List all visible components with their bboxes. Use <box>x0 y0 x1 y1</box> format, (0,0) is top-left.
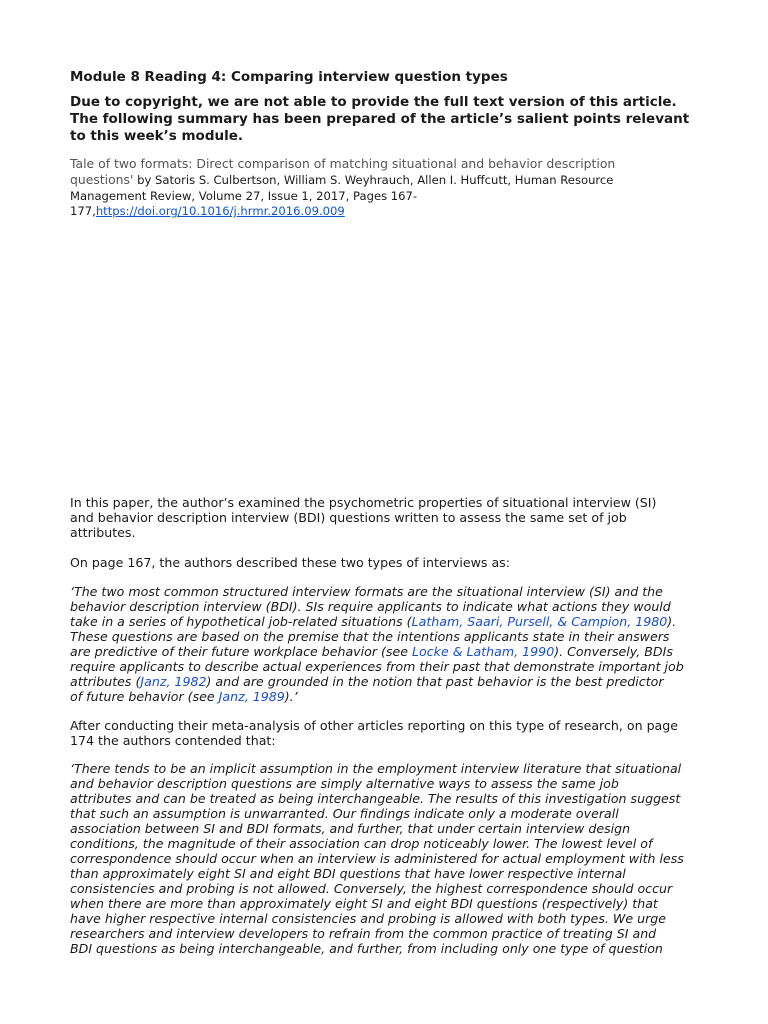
quote-line: and behavior description questions are simply alternative ways to assess the same job <box>70 776 619 791</box>
quote-line: These questions are based on the premise that the intentions applicants state in their answers <box>70 629 670 644</box>
quote-line: association between SI and BDI formats, and further, that under certain interview design <box>70 821 631 836</box>
quote-line: ‘The two most common structured interview formats are the situational interview (SI) and the <box>70 584 663 599</box>
quote-line: conditions, the magnitude of their association can drop noticeably lower. The lowest level of <box>70 836 653 851</box>
quote-line: consistencies and probing is not allowed. Conversely, the highest correspondence should occur <box>70 881 673 896</box>
quote-line: ‘There tends to be an implicit assumption in the employment interview literature that situational <box>70 761 682 776</box>
citation-article-title-end: questions' <box>70 172 134 188</box>
paragraph-line: After conducting their meta-analysis of other articles reporting on this type of research, on page <box>70 718 679 733</box>
ref-latham-1980-link[interactable]: Latham, Saari, Pursell, & Campion, 1980 <box>411 614 668 629</box>
notice-line: The following summary has been prepared of the article’s salient points relevant <box>70 111 690 127</box>
quote-line: researchers and interview developers to refrain from the common practice of treating SI and <box>70 926 657 941</box>
quote-text: ). <box>667 614 677 629</box>
quote-page-174 <box>70 761 706 956</box>
citation-authors: by Satoris S. Culbertson, William S. Weyhrauch, Allen I. Huffcutt, Human Resource <box>133 173 614 188</box>
ref-janz-1982-link[interactable]: Janz, 1982 <box>140 674 207 689</box>
quote-line: behavior description interview (BDI). SIs require applicants to indicate what actions they would <box>70 599 671 614</box>
quote-line: that such an assumption is unwarranted. Our findings indicate only a moderate overall <box>70 806 619 821</box>
citation <box>70 156 706 220</box>
quote-line: when there are more than approximately eight SI and eight BDI questions (respectively) that <box>70 896 658 911</box>
ref-janz-1989-link[interactable]: Janz, 1989 <box>218 689 285 704</box>
quote-text: take in a series of hypothetical job-related situations ( <box>70 614 412 629</box>
quote-text: ). Conversely, BDIs <box>554 644 673 659</box>
paragraph-line: and behavior description interview (BDI) questions written to assess the same set of job <box>70 510 627 525</box>
quote-text: ) and are grounded in the notion that past behavior is the best predictor <box>206 674 664 689</box>
paragraph-line: 174 the authors contended that: <box>70 733 276 748</box>
copyright-notice <box>70 94 706 145</box>
quote-text: of future behavior (see <box>70 689 219 704</box>
notice-line: Due to copyright, we are not able to provide the full text version of this article. <box>70 94 677 110</box>
quote-line: than approximately eight SI and eight BDI questions that have lower respective internal <box>70 866 626 881</box>
quote-line: have higher respective internal consistencies and probing is allowed with both types. We urge <box>70 911 666 926</box>
quote-text: ).’ <box>284 689 298 704</box>
quote-text: are predictive of their future workplace behavior (see <box>70 644 412 659</box>
citation-article-title: Tale of two formats: Direct comparison of matching situational and behavior description <box>70 156 616 171</box>
doi-link[interactable]: https://doi.org/10.1016/j.hrmr.2016.09.009 <box>95 204 345 219</box>
quote-line: require applicants to describe actual experiences from their past that demonstrate important job <box>70 659 684 674</box>
paragraph-line: In this paper, the author’s examined the psychometric properties of situational interview (SI) <box>70 495 657 510</box>
ref-locke-1990-link[interactable]: Locke & Latham, 1990 <box>412 644 555 659</box>
quote-page-167 <box>70 584 706 704</box>
quote-line: attributes and can be treated as being interchangeable. The results of this investigation suggest <box>70 791 681 806</box>
quote-text: attributes ( <box>70 674 141 689</box>
quote-line: BDI questions as being interchangeable, and further, from including only one type of question <box>70 941 663 956</box>
citation-journal: Management Review, Volume 27, Issue 1, 2017, Pages 167- <box>70 188 418 203</box>
page-167-intro: On page 167, the authors described these two types of interviews as: <box>70 555 510 570</box>
paragraph-line: attributes. <box>70 525 136 540</box>
notice-line: to this week’s module. <box>70 128 244 144</box>
citation-pages-end: 177, <box>70 204 96 219</box>
quote-line: correspondence should occur when an interview is administered for actual employment with less <box>70 851 684 866</box>
meta-analysis-paragraph <box>70 718 706 748</box>
intro-paragraph <box>70 495 706 540</box>
page-title: Module 8 Reading 4: Comparing interview question types <box>70 69 508 85</box>
